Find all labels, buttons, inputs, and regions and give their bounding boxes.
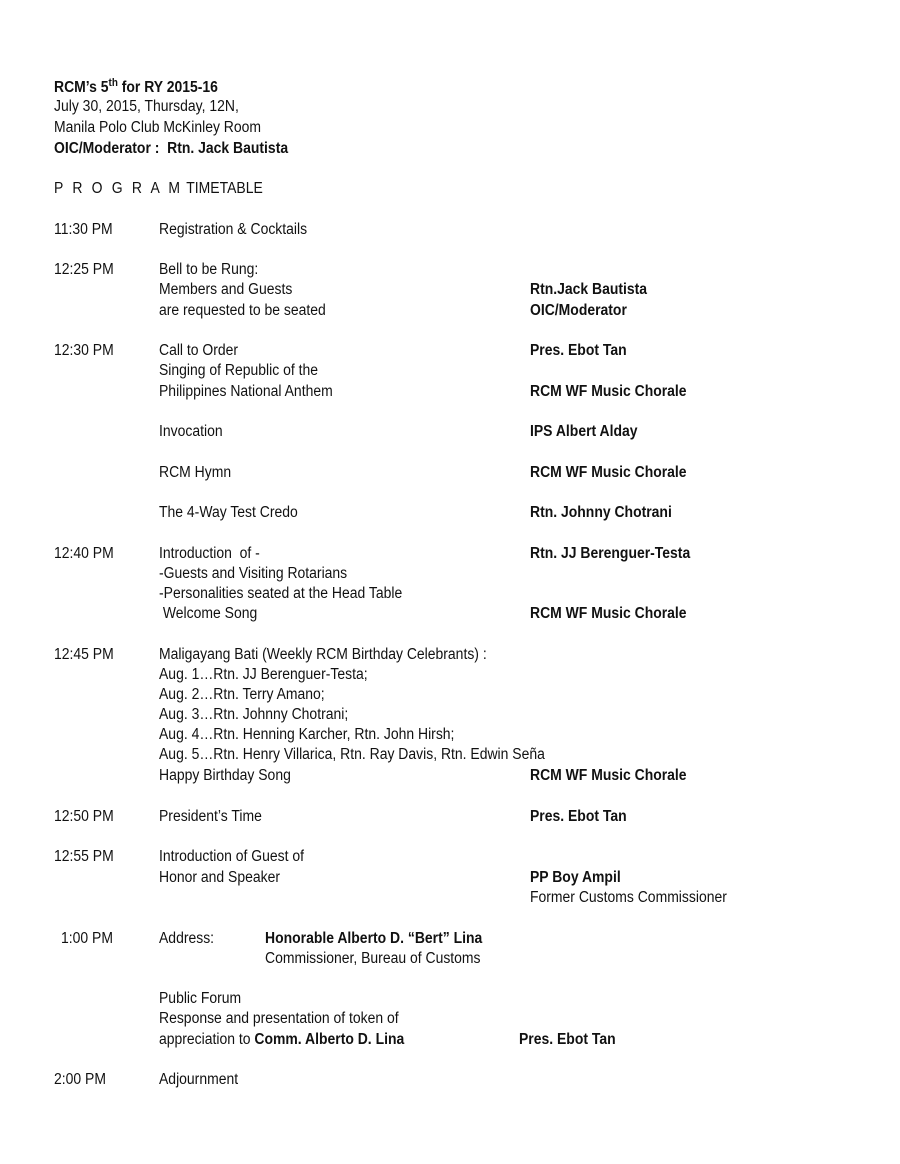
activity-birthday-song: Happy Birthday Song — [159, 767, 291, 784]
speaker-title: Commissioner, Bureau of Customs — [265, 950, 481, 967]
time-200: 2:00 PM — [54, 1071, 106, 1088]
person-introduction: Rtn. JJ Berenguer-Testa — [530, 545, 691, 562]
activity-hymn: RCM Hymn — [159, 464, 232, 481]
program-heading-rest: TIMETABLE — [186, 180, 263, 197]
person-credo: Rtn. Johnny Chotrani — [530, 504, 672, 521]
document-title — [54, 78, 218, 98]
meeting-venue: Manila Polo Club McKinley Room — [54, 119, 262, 136]
activity-call-to-order: Call to Order — [159, 342, 239, 359]
title-prefix: RCM’s 5 — [54, 79, 109, 96]
program-heading-spaced: P R O G R A M — [54, 180, 183, 197]
time-1130: 11:30 PM — [54, 221, 113, 238]
activity-head-table: -Personalities seated at the Head Table — [159, 585, 403, 602]
person-oic-moderator: OIC/Moderator — [530, 302, 627, 319]
person-former-commissioner: Former Customs Commissioner — [530, 889, 727, 906]
activity-welcome-song: Welcome Song — [159, 605, 258, 622]
activity-registration: Registration & Cocktails — [159, 221, 308, 238]
activity-guests: -Guests and Visiting Rotarians — [159, 565, 348, 582]
time-1255: 12:55 PM — [54, 848, 114, 865]
title-superscript: th — [108, 77, 118, 89]
speaker-name: Honorable Alberto D. “Bert” Lina — [265, 930, 483, 947]
time-100: 1:00 PM — [61, 930, 113, 947]
activity-bell: Bell to be Rung: — [159, 261, 259, 278]
activity-adjournment: Adjournment — [159, 1071, 239, 1088]
activity-public-forum: Public Forum — [159, 990, 242, 1007]
person-birthday-song: RCM WF Music Chorale — [530, 767, 687, 784]
time-1250: 12:50 PM — [54, 808, 114, 825]
person-invocation: IPS Albert Alday — [530, 423, 638, 440]
birthday-aug4: Aug. 4…Rtn. Henning Karcher, Rtn. John Hirsh; — [159, 726, 455, 743]
appreciation-name: Comm. Alberto D. Lina — [254, 1031, 405, 1048]
time-1240: 12:40 PM — [54, 545, 114, 562]
person-anthem: RCM WF Music Chorale — [530, 383, 687, 400]
person-boy-ampil: PP Boy Ampil — [530, 869, 621, 886]
person-welcome-song: RCM WF Music Chorale — [530, 605, 687, 622]
title-suffix: for RY 2015-16 — [117, 79, 218, 96]
activity-honor-speaker: Honor and Speaker — [159, 869, 280, 886]
activity-birthday-celebrants: Maligayang Bati (Weekly RCM Birthday Celebrants) : — [159, 646, 487, 663]
activity-presidents-time: President’s Time — [159, 808, 262, 825]
activity-introduction: Introduction of - — [159, 545, 260, 562]
activity-members-guests: Members and Guests — [159, 281, 293, 298]
activity-appreciation — [159, 1030, 404, 1050]
activity-anthem-line2: Philippines National Anthem — [159, 383, 333, 400]
person-jack-bautista: Rtn.Jack Bautista — [530, 281, 648, 298]
activity-address: Address: — [159, 930, 215, 947]
person-response: Pres. Ebot Tan — [519, 1031, 616, 1048]
program-heading — [54, 179, 263, 199]
time-1230: 12:30 PM — [54, 342, 114, 359]
birthday-aug2: Aug. 2…Rtn. Terry Amano; — [159, 686, 325, 703]
person-presidents-time: Pres. Ebot Tan — [530, 808, 627, 825]
oic-moderator — [54, 139, 288, 159]
activity-credo: The 4-Way Test Credo — [159, 504, 298, 521]
activity-anthem-line1: Singing of Republic of the — [159, 362, 318, 379]
meeting-date: July 30, 2015, Thursday, 12N, — [54, 98, 239, 115]
person-call-to-order: Pres. Ebot Tan — [530, 342, 627, 359]
activity-response: Response and presentation of token of — [159, 1010, 399, 1027]
activity-intro-guest: Introduction of Guest of — [159, 848, 305, 865]
time-1245: 12:45 PM — [54, 646, 114, 663]
birthday-aug1: Aug. 1…Rtn. JJ Berenguer-Testa; — [159, 666, 368, 683]
birthday-aug3: Aug. 3…Rtn. Johnny Chotrani; — [159, 706, 349, 723]
oic-label: OIC/Moderator : — [54, 140, 168, 157]
appreciation-prefix: appreciation to — [159, 1031, 255, 1048]
oic-name: Rtn. Jack Bautista — [167, 140, 289, 157]
person-hymn: RCM WF Music Chorale — [530, 464, 687, 481]
time-1225: 12:25 PM — [54, 261, 114, 278]
activity-seated: are requested to be seated — [159, 302, 326, 319]
birthday-aug5: Aug. 5…Rtn. Henry Villarica, Rtn. Ray Davis, Rtn. Edwin Seña — [159, 746, 545, 763]
activity-invocation: Invocation — [159, 423, 223, 440]
